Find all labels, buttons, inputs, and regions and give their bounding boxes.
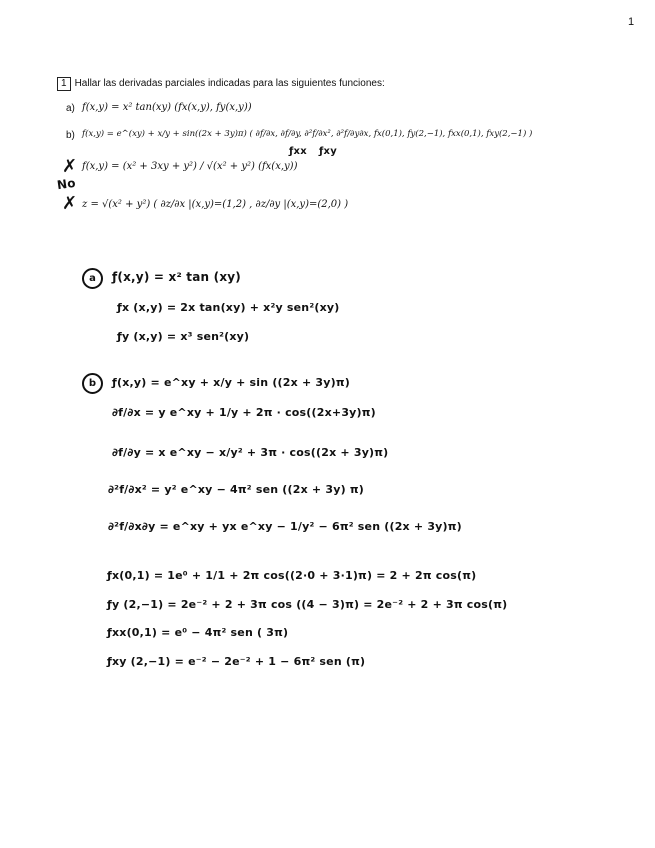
exercise-header — [57, 77, 385, 91]
item-c-cross-mark: ✗ — [62, 156, 78, 177]
item-c-formula: f(x,y) = (x² + 3xy + y²) / √(x² + y²) (fx(x,y)) — [82, 161, 298, 172]
exercise-statement: Hallar las derivadas parciales indicadas para las siguientes funciones: — [74, 78, 385, 89]
solution-b-df-dy: ∂f/∂y = x e^xy − x/y² + 3π · cos((2x + 3y)π) — [112, 446, 389, 459]
page-number: 1 — [628, 16, 635, 28]
solution-a-fx: ƒx (x,y) = 2x tan(xy) + x²y sen²(xy) — [117, 301, 340, 314]
solution-b-d2f-dxdy: ∂²f/∂x∂y = e^xy + yx e^xy − 1/y² − 6π² sen ((2x + 3y)π) — [108, 520, 462, 533]
exercise-number: 1 — [57, 77, 71, 91]
solution-b-function: ƒ(x,y) = e^xy + x/y + sin ((2x + 3y)π) — [112, 376, 350, 389]
solution-b-fxy-2-m1: ƒxy (2,−1) = e⁻² − 2e⁻² + 1 − 6π² sen (π) — [107, 655, 366, 668]
item-a-formula: f(x,y) = x² tan(xy) (fx(x,y), fy(x,y)) — [82, 102, 252, 113]
solution-b-fxx-0-1: ƒxx(0,1) = e⁰ − 4π² sen ( 3π) — [107, 626, 289, 639]
solution-b-fx-0-1: ƒx(0,1) = 1e⁰ + 1/1 + 2π cos((2·0 + 3·1)π) = 2 + 2π cos(π) — [107, 569, 477, 582]
item-d-cross-mark: ✗ — [62, 193, 78, 214]
solution-b-marker: b — [82, 373, 103, 394]
item-b-note-fx: ƒxx — [289, 146, 307, 157]
solution-b-df-dx: ∂f/∂x = y e^xy + 1/y + 2π · cos((2x+3y)π) — [112, 406, 376, 419]
item-c-note: No — [56, 175, 77, 193]
solution-a-marker: a — [82, 268, 103, 289]
item-d-formula: z = √(x² + y²) ( ∂z/∂x |(x,y)=(1,2) , ∂z/∂y |(x,y)=(2,0) ) — [82, 199, 349, 210]
item-b-label: b) — [66, 130, 75, 141]
solution-a-fy: ƒy (x,y) = x³ sen²(xy) — [117, 330, 250, 343]
solution-b-d2f-dx2: ∂²f/∂x² = y² e^xy − 4π² sen ((2x + 3y) π) — [108, 483, 364, 496]
item-a-label: a) — [66, 103, 75, 114]
solution-b-fy-2-m1: ƒy (2,−1) = 2e⁻² + 2 + 3π cos ((4 − 3)π) = 2e⁻² + 2 + 3π cos(π) — [107, 598, 508, 611]
item-b-formula: f(x,y) = e^(xy) + x/y + sin((2x + 3y)π) ( ∂f/∂x, ∂f/∂y, ∂²f/∂x², ∂²f/∂y∂x, fx(0,1), fy(2,−1), fxx(0,1), fxy(2,−1) ) — [82, 129, 533, 139]
solution-a-function: ƒ(x,y) = x² tan (xy) — [112, 270, 241, 284]
item-b-note-fy: ƒxy — [319, 146, 337, 157]
